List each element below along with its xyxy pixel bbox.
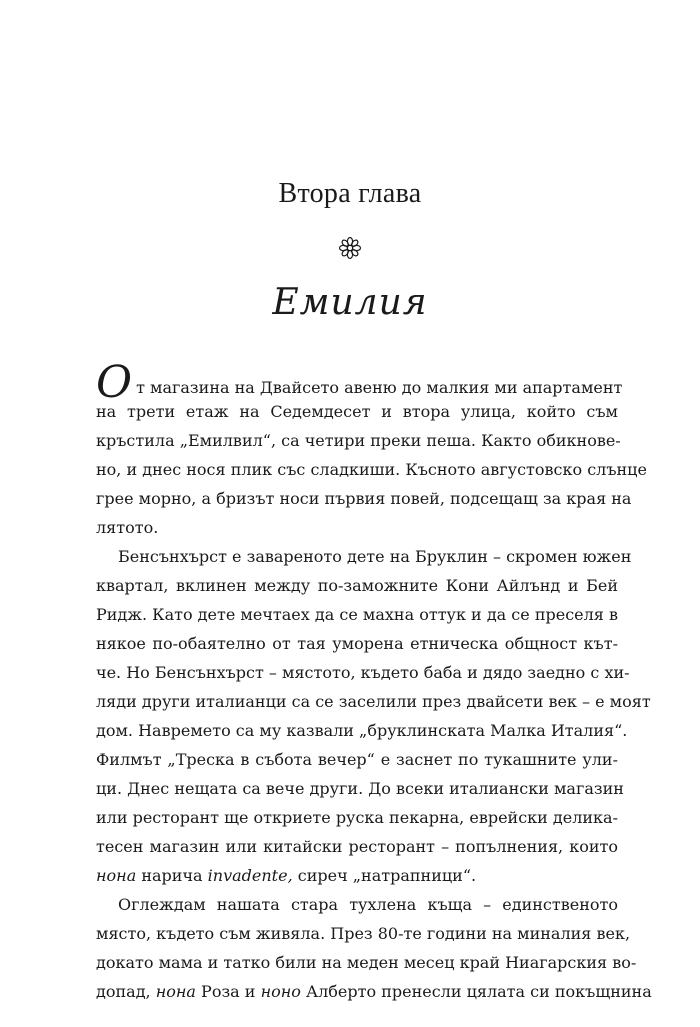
chapter-body (96, 357, 652, 1006)
text-line: дом. Навремето са му казвали „бруклинската Малка Италия“. (96, 721, 628, 740)
italic-word: ноно (260, 982, 301, 1001)
chapter-title: Втора глава (278, 178, 422, 209)
text-line: или ресторант ще откриете руска пекарна, еврейски делика- (96, 808, 618, 827)
flower-ornament-icon (338, 236, 362, 260)
text-line: Бенсънхърст е завареното дете на Бруклин – скромен южен (118, 547, 632, 566)
text-line: грее морно, а бризът носи първия повей, подсещащ за края на (96, 489, 632, 508)
text-line: Оглеждам нашата стара тухлена къща – единственото (118, 895, 618, 914)
text-line: докато мама и татко били на меден месец край Ниагарския во- (96, 953, 637, 972)
text-segment: допад, (96, 982, 156, 1001)
text-line-content: т магазина на Двайсето авеню до малкия ми апартамент (136, 378, 623, 397)
text-line: тесен магазин или китайски ресторант – попълнения, които (96, 837, 618, 856)
text-line: някое по-обаятелно от тая уморена етническа общност кът- (96, 634, 618, 653)
text-line: квартал, вклинен между по-заможните Кони Айлънд и Бей (96, 576, 618, 595)
drop-cap: О (96, 357, 133, 408)
text-line: но, и днес нося плик със сладкиши. Късното августовско слънце (96, 460, 647, 479)
chapter-name: Емилия (272, 282, 428, 323)
text-segment: Алберто пренесли цялата си покъщнина (300, 982, 652, 1001)
text-line (96, 357, 623, 408)
text-line: ци. Днес нещата са вече други. До всеки италиански магазин (96, 779, 624, 798)
text-line: че. Но Бенсънхърст – мястото, където баба и дядо заедно с хи- (96, 663, 630, 682)
text-line: Филмът „Треска в събота вечер“ е заснет по тукашните ули- (96, 750, 618, 769)
text-segment: Роза и (195, 982, 261, 1001)
text-segment: нарича (136, 866, 208, 885)
text-line: Ридж. Като дете мечтаех да се махна оттук и да се преселя в (96, 605, 618, 624)
italic-word: invadente, (207, 866, 293, 885)
text-line: на трети етаж на Седемдесет и втора улица, който съм (96, 402, 618, 421)
text-line: ляди други италианци са се заселили през двайсети век – е моят (96, 692, 651, 711)
italic-word: нона (155, 982, 196, 1001)
text-line: място, където съм живяла. През 80-те години на миналия век, (96, 924, 631, 943)
text-line: лятото. (96, 518, 159, 537)
text-line (96, 861, 618, 890)
text-line: кръстила „Емилвил“, са четири преки пеша. Както обикнове- (96, 431, 621, 450)
text-segment: сиреч „натрапници“. (292, 866, 477, 885)
text-line (96, 977, 652, 1006)
italic-word: нона (96, 866, 137, 885)
